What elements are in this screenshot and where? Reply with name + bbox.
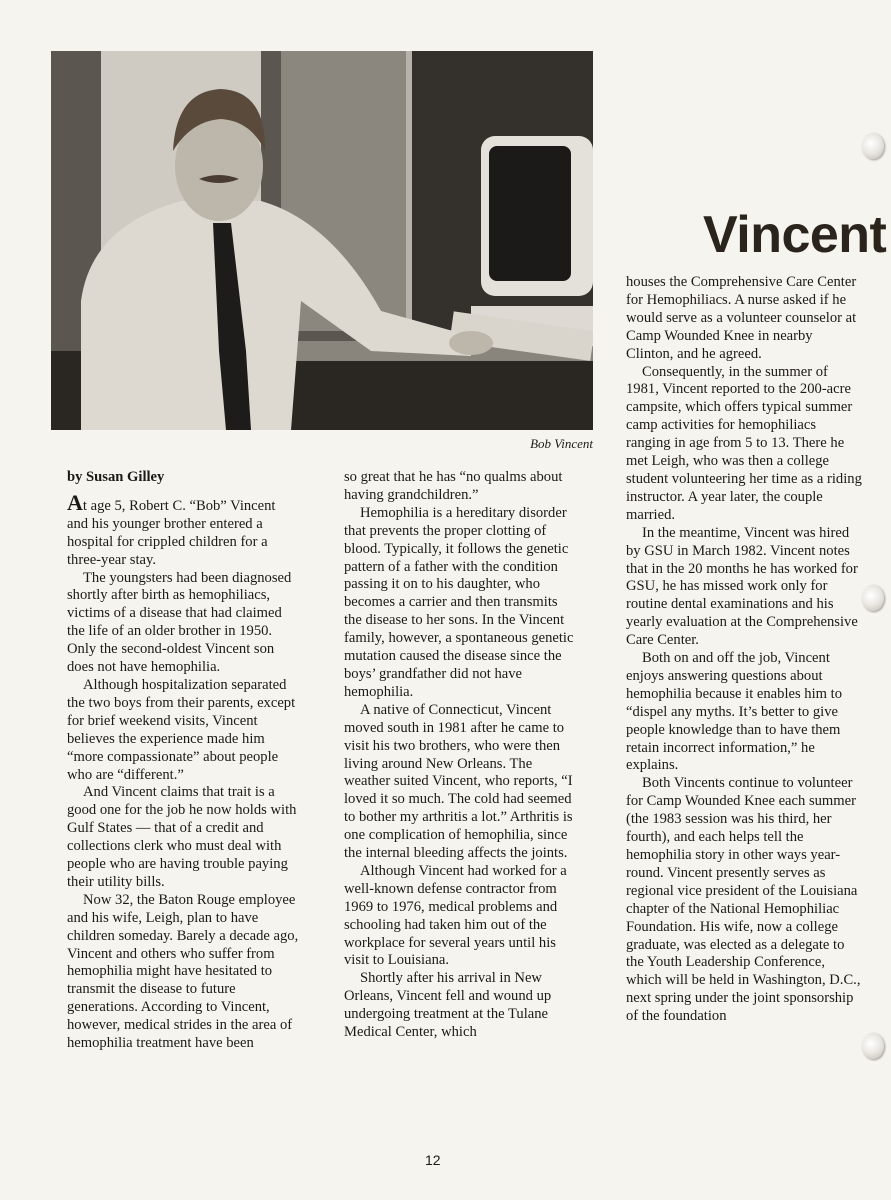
paragraph: Both Vincents continue to volunteer for Camp Wounded Knee each summer (the 1983 session was his third, her fourth), and each helps tell the hemophilia story in other ways year-round. Vincent presently serves as regional vice president of the Louisiana chapter of the National Hemophiliac Foundation. His wife, now a college graduate, was elected as a delegate to the Youth Leadership Conference, which will be held in Washington, D.C., next spring under the joint sponsorship of the foundation: [626, 775, 861, 1025]
paragraph: so great that he has “no qualms about having grandchildren.”: [344, 469, 563, 503]
paragraph: Although Vincent had worked for a well-known defense contractor from 1969 to 1976, medical problems and schooling had taken him out of the workplace for several years until his visit to Louisiana.: [344, 862, 567, 969]
paragraph: Hemophilia is a hereditary disorder that prevents the proper clotting of blood. Typically, it follows the genetic pattern of a father with the condition passing it on to his daughter, who becomes a carrier and then transmits the disease to her sons. In the Vincent family, however, a spontaneous genetic mutation caused the disease since the boys’ grandfather did not have hemophilia.: [344, 504, 574, 700]
photo-caption: Bob Vincent: [530, 436, 593, 451]
paragraph: A native of Connecticut, Vincent moved south in 1981 after he came to visit his two brothers, who were then living around New Orleans. The weather suited Vincent, who reports, “I loved it so much. The cold had seemed to bother my arthritis a lot.” Arthritis is one complication of hemophilia, since the internal bleeding affects the joints.: [344, 701, 573, 862]
headline: Vincent: [703, 206, 887, 264]
paragraph: Consequently, in the summer of 1981, Vincent reported to the 200-acre campsite, which offers typical summer camp activities for hemophiliacs ranging in age from 5 to 13. There he met Leigh, who was then a college student volunteering her time as a riding instructor. A year later, the couple married.: [626, 363, 862, 523]
article-column-3: [626, 274, 862, 1026]
paragraph-text: t age 5, Robert C. “Bob” Vincent and his younger brother entered a hospital for crippled children for a three-year stay.: [67, 497, 276, 568]
paragraph: [67, 489, 299, 570]
paragraph: The youngsters had been diagnosed shortly after birth as hemophiliacs, victims of a disease that had claimed the life of an older brother in 1950. Only the second-oldest Vincent son does not have hemophilia.: [67, 569, 292, 676]
paragraph: Although hospitalization separated the two boys from their parents, except for brief weekend visits, Vincent believes the experience made him “more compassionate” about people who are “different.”: [67, 676, 296, 783]
binder-hole-icon: [862, 585, 884, 611]
page-number: 12: [425, 1152, 441, 1168]
photo-illustration: [51, 51, 593, 430]
byline: by Susan Gilley: [67, 469, 165, 485]
photo-bob-vincent: [51, 51, 593, 430]
binder-hole-icon: [862, 133, 884, 159]
paragraph: And Vincent claims that trait is a good one for the job he now holds with Gulf States — that of a credit and collections clerk who must deal with people who are having trouble paying their utility bills.: [67, 784, 297, 890]
article-column-1: [67, 469, 299, 1053]
paragraph: Shortly after his arrival in New Orleans, Vincent fell and wound up undergoing treatment at the Tulane Medical Center, which: [344, 970, 552, 1041]
paragraph: In the meantime, Vincent was hired by GSU in March 1982. Vincent notes that in the 20 months he has worked for GSU, he has missed work only for routine dental examinations and his yearly evaluation at the Comprehensive Care Center.: [626, 524, 858, 649]
paragraph: houses the Comprehensive Care Center for Hemophiliacs. A nurse asked if he would serve as a volunteer counselor at Camp Wounded Knee in nearby Clinton, and he agreed.: [626, 274, 857, 362]
binder-hole-icon: [862, 1033, 884, 1059]
paragraph: Now 32, the Baton Rouge employee and his wife, Leigh, plan to have children someday. Barely a decade ago, Vincent and others who suffer from hemophilia might have hesitated to transmit the disease to future generations. According to Vincent, however, medical strides in the area of hemophilia treatment have been: [67, 891, 299, 1052]
paragraph: Both on and off the job, Vincent enjoys answering questions about hemophilia because it enables him to “dispel any myths. It’s better to give people knowledge than to have them retain incorrect information,” he explains.: [626, 650, 843, 774]
article-column-2: [344, 469, 576, 1042]
drop-cap: A: [67, 489, 83, 515]
